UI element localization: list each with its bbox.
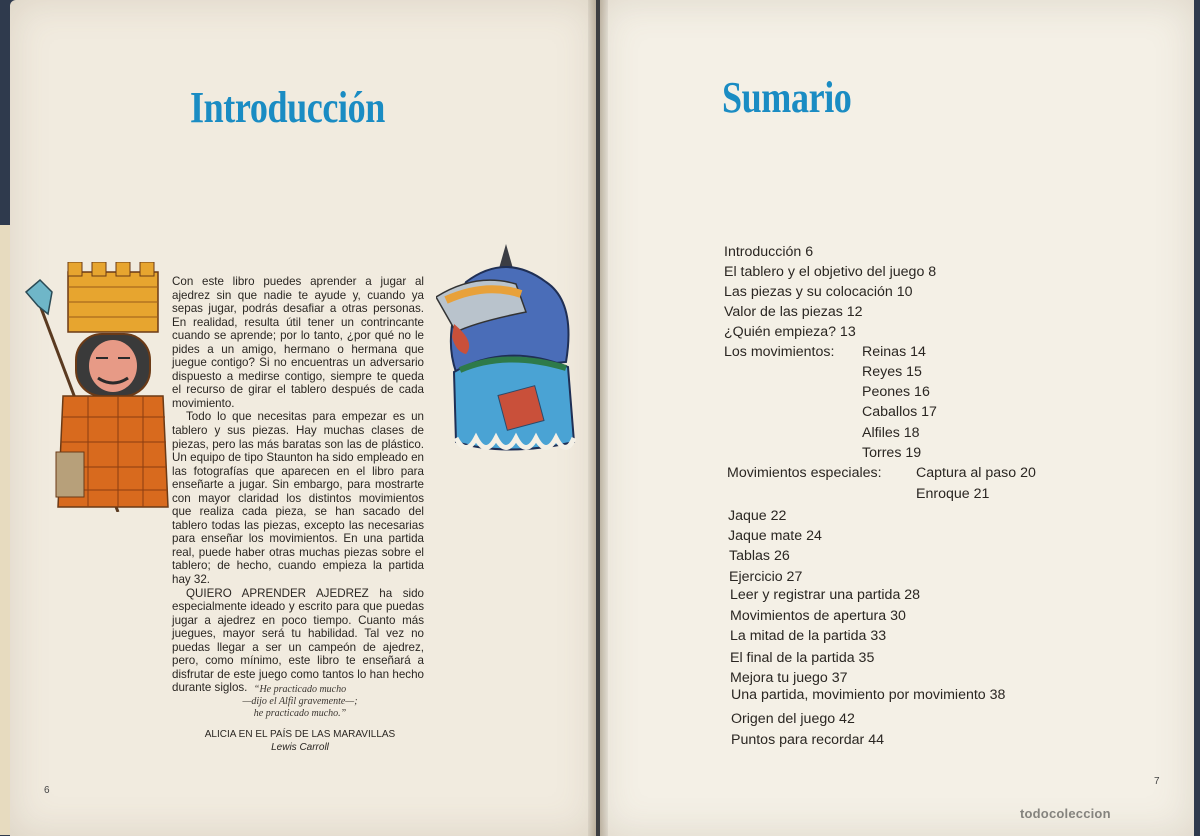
toc-entry: Movimientos especiales: [727,465,882,481]
watermark: todocoleccion [1020,806,1111,821]
toc-entry: Las piezas y su colocación 10 [724,284,913,300]
toc-entry: Puntos para recordar 44 [731,732,885,748]
toc-subentry: Reyes 15 [862,364,922,380]
right-page-number: 7 [1154,776,1160,787]
carroll-quote [195,684,405,720]
toc-entry: El final de la partida 35 [730,650,875,666]
toc-subentry: Reinas 14 [862,344,926,360]
quote-line: “He practicado mucho [253,684,347,695]
toc-entry: Mejora tu juego 37 [730,670,848,686]
toc-entry: Movimientos de apertura 30 [730,608,906,624]
toc-entry: ¿Quién empieza? 13 [724,324,856,340]
quote-line: —dijo el Alfil gravemente—; [242,696,358,707]
toc-subentry: Caballos 17 [862,404,937,420]
left-page-number: 6 [44,785,50,796]
quote-line: he practicado mucho.” [253,708,347,719]
intro-paragraph: Con este libro puedes aprender a jugar al ajedrez sin que nadie te ayude y, cuando ya sepas jugar, podrás desafiar a otras personas. En realidad, resulta útil tener un contrincante cuando se aprende; por lo tanto, ¿por qué no le pides a un amigo, hermano o hermana que juegue contigo? Si no encuentras un adversario dispuesto a medirse contigo, siempre te queda el recurso de girar el tablero después de cada movimiento. [172,275,424,410]
intro-body [172,275,424,695]
toc-entry: Jaque 22 [728,508,787,524]
toc-entry: Origen del juego 42 [731,711,855,727]
intro-paragraph: Todo lo que necesitas para empezar es un tablero y sus piezas. Hay muchas clases de piezas, pero las más baratas son las de plástico. Un equipo de tipo Staunton ha sido empleado en las fotografías que aparecen en el libro para enseñarte a jugar. Sin embargo, para mostrarte con mayor claridad los distintos movimientos que realiza cada pieza, se han sacado del tablero todas las piezas, excepto las necesarias para enseñar los movimientos. En una partida real, puede haber otras muchas piezas sobre el tablero; de hecho, cuando empieza la partida hay 32. [172,410,424,587]
toc-subentry: Captura al paso 20 [916,465,1036,481]
knight-horse-illustration [436,242,582,470]
quote-author: Lewis Carroll [271,742,329,753]
toc-entry: Leer y registrar una partida 28 [730,587,921,603]
rook-knight-illustration [18,262,173,512]
toc-subentry: Enroque 21 [916,486,990,502]
toc-entry: Los movimientos: [724,344,835,360]
book-spine [588,0,608,836]
toc-entry: El tablero y el objetivo del juego 8 [724,264,937,280]
toc-entry: Ejercicio 27 [729,569,803,585]
toc-entry: Tablas 26 [729,548,790,564]
toc-entry: Jaque mate 24 [728,528,822,544]
intro-title: Introducción [190,83,385,132]
toc-entry: Valor de las piezas 12 [724,304,863,320]
toc-entry: Una partida, movimiento por movimiento 38 [731,687,1006,703]
quote-book-title: ALICIA EN EL PAÍS DE LAS MARAVILLAS [204,729,396,740]
toc-subentry: Peones 16 [862,384,930,400]
toc-entry: Introducción 6 [724,244,814,260]
intro-paragraph: QUIERO APRENDER AJEDREZ ha sido especialmente ideado y escrito para que puedas jugar a ajedrez en poco tiempo. Cuanto más juegues, mayor será tu habilidad. Tal vez no puedas llegar a ser un campeón de ajedrez, pero, como mínimo, este libro te enseñará a disfrutar de este juego como tantos lo han hecho durante siglos. [172,586,424,695]
toc-subentry: Torres 19 [862,445,922,461]
toc-entry: La mitad de la partida 33 [730,628,887,644]
toc-subentry: Alfiles 18 [862,425,920,441]
sumario-title: Sumario [722,73,852,122]
